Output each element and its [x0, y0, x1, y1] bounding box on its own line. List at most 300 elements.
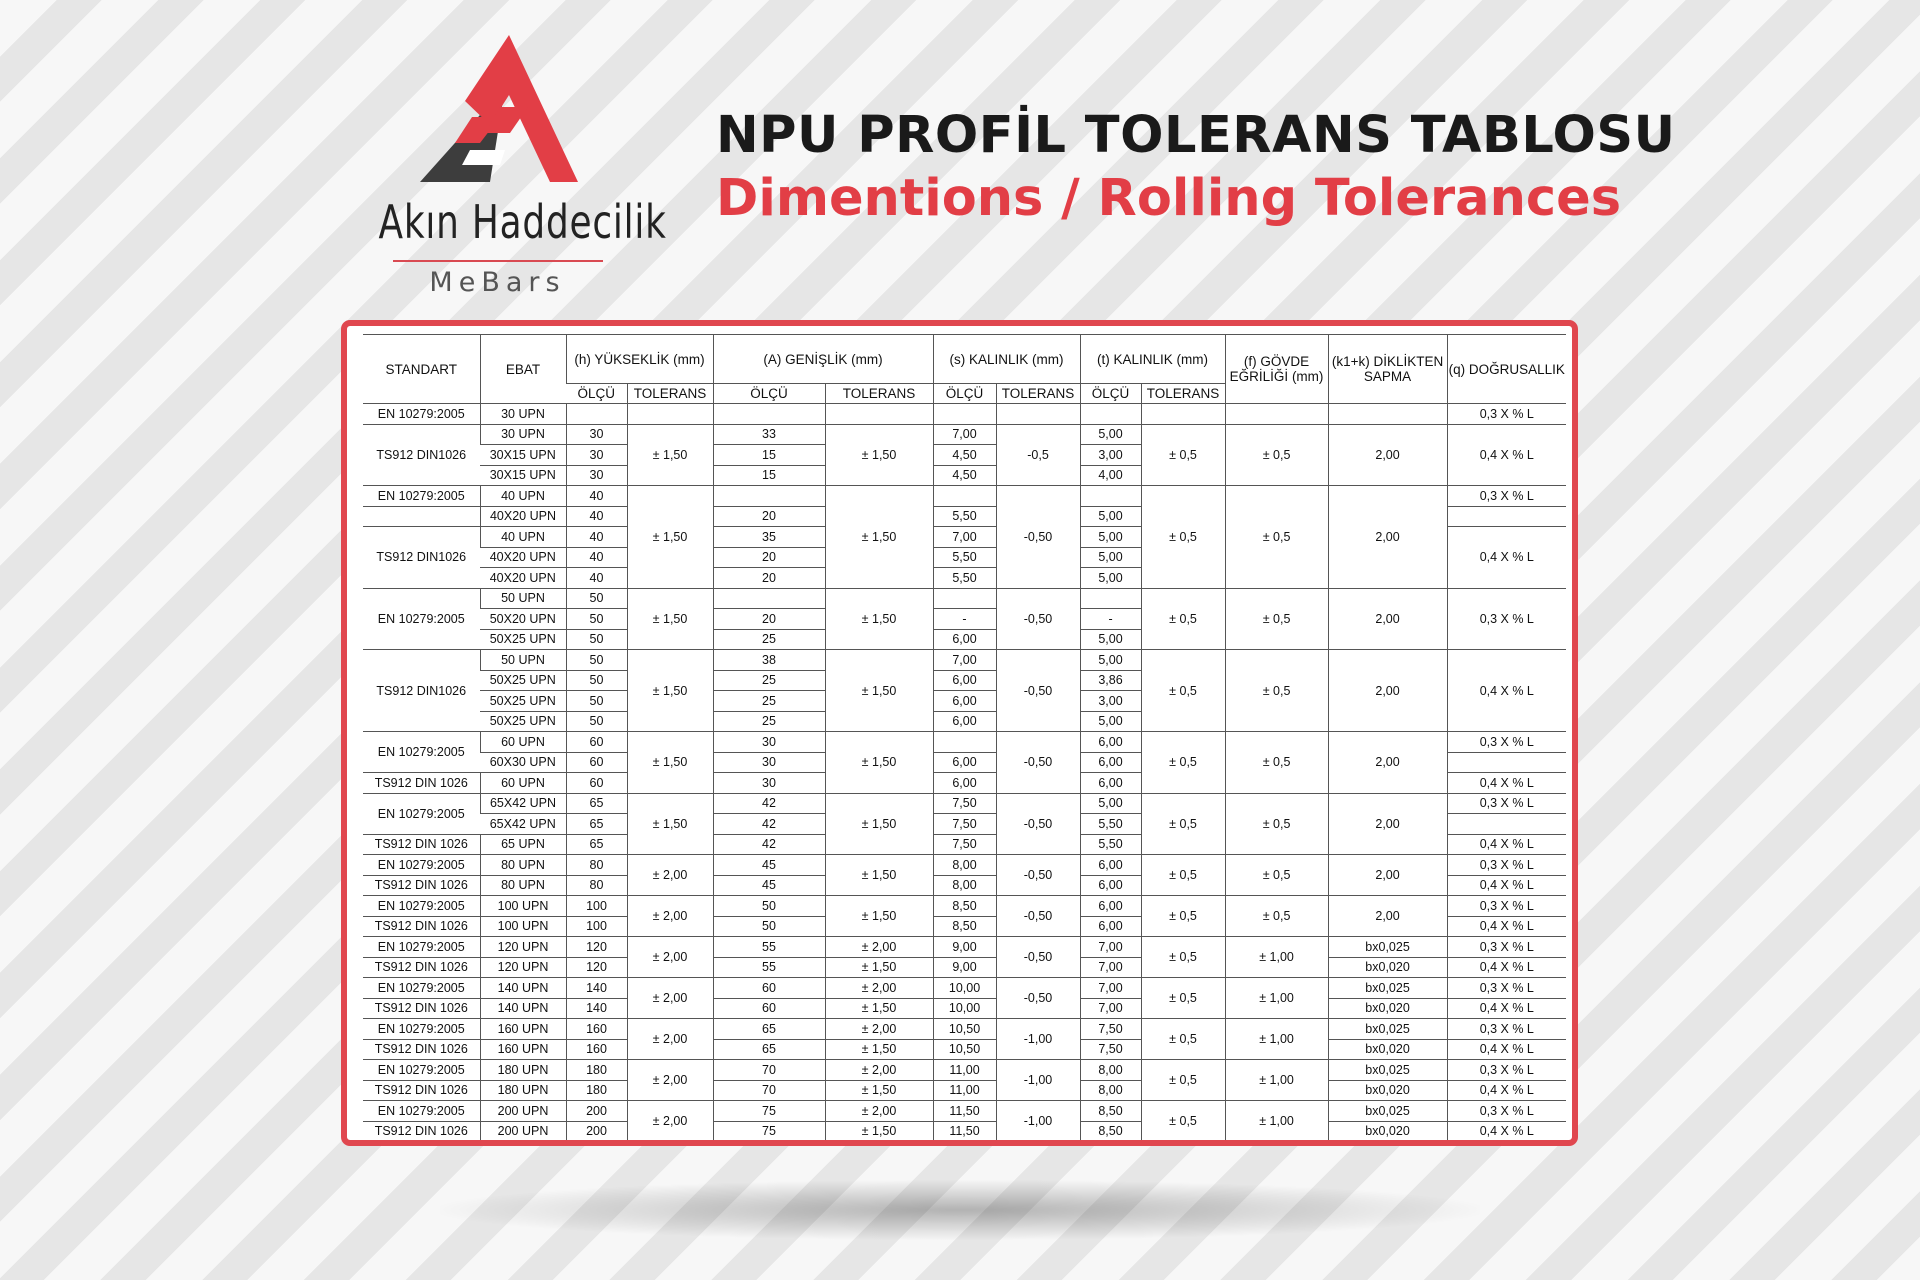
t-thickness-value-cell: 5,00	[1080, 527, 1141, 548]
web-curvature-cell: ± 1,00	[1225, 1101, 1328, 1142]
width-tolerance-cell: ± 2,00	[825, 978, 933, 999]
t-thickness-value-cell: 5,00	[1080, 793, 1141, 814]
t-thickness-value-cell: 4,00	[1080, 465, 1141, 486]
t-thickness-value-cell: 6,00	[1080, 896, 1141, 917]
web-curvature-cell: ± 1,00	[1225, 1019, 1328, 1060]
t-thickness-value-cell: 5,50	[1080, 834, 1141, 855]
height-value-cell: 120	[566, 937, 627, 958]
header-ebat: EBAT	[480, 335, 566, 404]
squareness-cell: bx0,025	[1328, 1019, 1447, 1040]
t-thickness-value-cell: 8,50	[1080, 1101, 1141, 1122]
straightness-cell: 0,3 X % L	[1447, 1101, 1566, 1122]
table-row	[363, 855, 1566, 876]
straightness-cell: 0,4 X % L	[1447, 1039, 1566, 1060]
standard-cell: TS912 DIN 1026	[363, 1039, 480, 1060]
brand-divider	[393, 260, 603, 262]
size-cell: 200 UPN	[480, 1101, 566, 1122]
t-thickness-value-cell: -	[1080, 609, 1141, 630]
t-thickness-tolerance-cell	[1141, 404, 1225, 425]
s-thickness-value-cell: 11,50	[933, 1121, 996, 1142]
height-tolerance-cell: ± 2,00	[627, 896, 713, 937]
s-thickness-tolerance-cell: -1,00	[996, 1019, 1080, 1060]
size-cell: 60X30 UPN	[480, 752, 566, 773]
s-thickness-tolerance-cell	[996, 404, 1080, 425]
s-thickness-value-cell: -	[933, 609, 996, 630]
height-value-cell: 120	[566, 957, 627, 978]
tolerance-table	[363, 334, 1566, 1142]
s-thickness-value-cell: 9,00	[933, 957, 996, 978]
height-value-cell: 100	[566, 896, 627, 917]
squareness-cell: bx0,020	[1328, 998, 1447, 1019]
width-tolerance-cell: ± 1,50	[825, 588, 933, 650]
height-value-cell: 65	[566, 814, 627, 835]
t-thickness-value-cell	[1080, 588, 1141, 609]
standard-cell: TS912 DIN1026	[363, 424, 480, 486]
s-thickness-tolerance-cell: -1,00	[996, 1060, 1080, 1101]
t-thickness-value-cell: 3,00	[1080, 445, 1141, 466]
header-tolerans: TOLERANS	[627, 384, 713, 404]
height-value-cell: 60	[566, 732, 627, 753]
width-value-cell: 60	[713, 998, 825, 1019]
s-thickness-value-cell: 9,00	[933, 937, 996, 958]
height-value-cell: 180	[566, 1080, 627, 1101]
width-value-cell: 25	[713, 629, 825, 650]
straightness-cell: 0,3 X % L	[1447, 588, 1566, 650]
size-cell: 120 UPN	[480, 957, 566, 978]
straightness-cell: 0,4 X % L	[1447, 650, 1566, 732]
height-tolerance-cell: ± 1,50	[627, 793, 713, 855]
header-height: (h) YÜKSEKLİK (mm)	[566, 335, 713, 384]
height-tolerance-cell: ± 1,50	[627, 588, 713, 650]
table-row	[363, 793, 1566, 814]
width-value-cell: 42	[713, 814, 825, 835]
standard-cell: EN 10279:2005	[363, 1019, 480, 1040]
t-thickness-value-cell: 5,00	[1080, 547, 1141, 568]
t-thickness-value-cell: 5,00	[1080, 568, 1141, 589]
standard-cell: EN 10279:2005	[363, 855, 480, 876]
table-row	[363, 404, 1566, 425]
standard-cell: TS912 DIN 1026	[363, 1121, 480, 1142]
standard-cell: TS912 DIN1026	[363, 650, 480, 732]
s-thickness-value-cell: 4,50	[933, 465, 996, 486]
size-cell: 140 UPN	[480, 978, 566, 999]
width-value-cell: 55	[713, 937, 825, 958]
page-subtitle: Dimentions / Rolling Tolerances	[716, 169, 1622, 228]
t-thickness-value-cell: 7,50	[1080, 1039, 1141, 1060]
t-thickness-value-cell: 6,00	[1080, 773, 1141, 794]
s-thickness-value-cell: 7,50	[933, 814, 996, 835]
straightness-cell: 0,3 X % L	[1447, 1060, 1566, 1081]
s-thickness-tolerance-cell: -0,5	[996, 424, 1080, 486]
height-value-cell: 100	[566, 916, 627, 937]
web-curvature-cell: ± 0,5	[1225, 486, 1328, 589]
height-value-cell: 30	[566, 424, 627, 445]
header-squareness: (k1+k) DİKLİKTEN SAPMA	[1328, 335, 1447, 404]
table-row	[363, 732, 1566, 753]
width-tolerance-cell: ± 1,50	[825, 732, 933, 794]
t-thickness-tolerance-cell: ± 0,5	[1141, 650, 1225, 732]
s-thickness-value-cell: 5,50	[933, 547, 996, 568]
s-thickness-value-cell: 11,00	[933, 1080, 996, 1101]
height-value-cell: 80	[566, 855, 627, 876]
height-value-cell: 140	[566, 978, 627, 999]
size-cell: 160 UPN	[480, 1019, 566, 1040]
t-thickness-value-cell: 5,00	[1080, 650, 1141, 671]
width-tolerance-cell: ± 1,50	[825, 1080, 933, 1101]
width-tolerance-cell: ± 2,00	[825, 1101, 933, 1122]
s-thickness-tolerance-cell: -0,50	[996, 486, 1080, 589]
size-cell: 40X20 UPN	[480, 547, 566, 568]
height-tolerance-cell: ± 1,50	[627, 650, 713, 732]
straightness-cell: 0,4 X % L	[1447, 916, 1566, 937]
width-tolerance-cell: ± 1,50	[825, 793, 933, 855]
header-tolerans: TOLERANS	[1141, 384, 1225, 404]
height-tolerance-cell: ± 2,00	[627, 1019, 713, 1060]
height-value-cell: 160	[566, 1019, 627, 1040]
height-tolerance-cell: ± 2,00	[627, 1101, 713, 1142]
brand-name: Akın Haddecilik	[378, 195, 667, 249]
size-cell: 60 UPN	[480, 732, 566, 753]
standard-cell: EN 10279:2005	[363, 937, 480, 958]
straightness-cell: 0,4 X % L	[1447, 998, 1566, 1019]
size-cell: 65 UPN	[480, 834, 566, 855]
height-value-cell: 200	[566, 1121, 627, 1142]
web-curvature-cell: ± 1,00	[1225, 1060, 1328, 1101]
width-value-cell: 38	[713, 650, 825, 671]
straightness-cell: 0,3 X % L	[1447, 1019, 1566, 1040]
header-olcu: ÖLÇÜ	[1080, 384, 1141, 404]
s-thickness-tolerance-cell: -0,50	[996, 896, 1080, 937]
t-thickness-value-cell	[1080, 404, 1141, 425]
straightness-cell: 0,4 X % L	[1447, 527, 1566, 589]
height-value-cell: 60	[566, 773, 627, 794]
table-row	[363, 1080, 1566, 1101]
web-curvature-cell: ± 0,5	[1225, 650, 1328, 732]
size-cell: 200 UPN	[480, 1121, 566, 1142]
size-cell: 50X20 UPN	[480, 609, 566, 630]
standard-cell: EN 10279:2005	[363, 588, 480, 650]
header-olcu: ÖLÇÜ	[713, 384, 825, 404]
table-row	[363, 650, 1566, 671]
width-tolerance-cell: ± 1,50	[825, 957, 933, 978]
standard-cell: TS912 DIN 1026	[363, 834, 480, 855]
header-tolerans: TOLERANS	[996, 384, 1080, 404]
height-value-cell: 65	[566, 793, 627, 814]
width-tolerance-cell: ± 1,50	[825, 424, 933, 486]
size-cell: 30 UPN	[480, 424, 566, 445]
squareness-cell: bx0,025	[1328, 1101, 1447, 1122]
width-value-cell: 35	[713, 527, 825, 548]
squareness-cell: bx0,020	[1328, 957, 1447, 978]
s-thickness-value-cell: 5,50	[933, 506, 996, 527]
s-thickness-tolerance-cell: -0,50	[996, 855, 1080, 896]
width-tolerance-cell: ± 1,50	[825, 650, 933, 732]
height-tolerance-cell: ± 1,50	[627, 486, 713, 589]
s-thickness-value-cell: 7,50	[933, 834, 996, 855]
table-row	[363, 1121, 1566, 1142]
width-value-cell: 45	[713, 855, 825, 876]
web-curvature-cell: ± 1,00	[1225, 937, 1328, 978]
s-thickness-value-cell: 10,50	[933, 1019, 996, 1040]
squareness-cell: bx0,020	[1328, 1080, 1447, 1101]
width-value-cell: 33	[713, 424, 825, 445]
squareness-cell: bx0,025	[1328, 1060, 1447, 1081]
t-thickness-value-cell: 8,50	[1080, 1121, 1141, 1142]
standard-cell: EN 10279:2005	[363, 1101, 480, 1122]
squareness-cell: 2,00	[1328, 588, 1447, 650]
height-value-cell: 30	[566, 465, 627, 486]
width-tolerance-cell: ± 1,50	[825, 896, 933, 937]
size-cell: 60 UPN	[480, 773, 566, 794]
standard-cell: TS912 DIN 1026	[363, 957, 480, 978]
table-row	[363, 1019, 1566, 1040]
s-thickness-value-cell: 11,00	[933, 1060, 996, 1081]
width-tolerance-cell: ± 1,50	[825, 855, 933, 896]
header-standart: STANDART	[363, 335, 480, 404]
s-thickness-value-cell: 7,00	[933, 650, 996, 671]
width-tolerance-cell: ± 2,00	[825, 937, 933, 958]
width-value-cell: 60	[713, 978, 825, 999]
straightness-cell: 0,4 X % L	[1447, 1080, 1566, 1101]
width-value-cell: 30	[713, 732, 825, 753]
table-row	[363, 1060, 1566, 1081]
size-cell: 50X25 UPN	[480, 711, 566, 732]
standard-cell: TS912 DIN 1026	[363, 875, 480, 896]
width-value-cell: 20	[713, 568, 825, 589]
straightness-cell: 0,4 X % L	[1447, 834, 1566, 855]
size-cell: 80 UPN	[480, 875, 566, 896]
width-value-cell: 65	[713, 1019, 825, 1040]
width-value-cell	[713, 588, 825, 609]
squareness-cell: 2,00	[1328, 650, 1447, 732]
size-cell: 160 UPN	[480, 1039, 566, 1060]
s-thickness-value-cell	[933, 588, 996, 609]
header-width: (A) GENİŞLİK (mm)	[713, 335, 933, 384]
t-thickness-value-cell: 6,00	[1080, 916, 1141, 937]
table-row	[363, 957, 1566, 978]
standard-cell: EN 10279:2005	[363, 978, 480, 999]
height-tolerance-cell: ± 2,00	[627, 855, 713, 896]
height-value-cell: 40	[566, 568, 627, 589]
table-row	[363, 588, 1566, 609]
standard-cell: TS912 DIN 1026	[363, 773, 480, 794]
width-value-cell	[713, 486, 825, 507]
web-curvature-cell: ± 0,5	[1225, 588, 1328, 650]
width-value-cell: 50	[713, 916, 825, 937]
squareness-cell: bx0,020	[1328, 1121, 1447, 1142]
standard-cell: EN 10279:2005	[363, 732, 480, 773]
web-curvature-cell: ± 0,5	[1225, 896, 1328, 937]
width-tolerance-cell: ± 2,00	[825, 1060, 933, 1081]
straightness-cell: 0,4 X % L	[1447, 957, 1566, 978]
t-thickness-value-cell: 3,00	[1080, 691, 1141, 712]
s-thickness-value-cell: 10,00	[933, 998, 996, 1019]
t-thickness-tolerance-cell: ± 0,5	[1141, 793, 1225, 855]
width-tolerance-cell: ± 1,50	[825, 486, 933, 589]
standard-cell: EN 10279:2005	[363, 404, 480, 425]
table-row	[363, 486, 1566, 507]
size-cell: 50X25 UPN	[480, 691, 566, 712]
height-value-cell: 40	[566, 547, 627, 568]
straightness-cell: 0,3 X % L	[1447, 896, 1566, 917]
straightness-cell	[1447, 752, 1566, 773]
s-thickness-tolerance-cell: -1,00	[996, 1101, 1080, 1142]
web-curvature-cell: ± 0,5	[1225, 732, 1328, 794]
web-curvature-cell: ± 0,5	[1225, 424, 1328, 486]
table-row	[363, 424, 1566, 445]
height-tolerance-cell: ± 1,50	[627, 732, 713, 794]
s-thickness-tolerance-cell: -0,50	[996, 732, 1080, 794]
size-cell: 100 UPN	[480, 896, 566, 917]
standard-cell: TS912 DIN1026	[363, 527, 480, 589]
s-thickness-value-cell: 10,50	[933, 1039, 996, 1060]
t-thickness-value-cell: 5,00	[1080, 711, 1141, 732]
straightness-cell: 0,3 X % L	[1447, 978, 1566, 999]
s-thickness-value-cell: 6,00	[933, 670, 996, 691]
width-value-cell: 65	[713, 1039, 825, 1060]
size-cell: 100 UPN	[480, 916, 566, 937]
s-thickness-tolerance-cell: -0,50	[996, 588, 1080, 650]
header-straightness: (q) DOĞRUSALLIK	[1447, 335, 1566, 404]
s-thickness-value-cell: 7,00	[933, 424, 996, 445]
height-value-cell: 40	[566, 527, 627, 548]
table-row	[363, 1039, 1566, 1060]
t-thickness-tolerance-cell: ± 0,5	[1141, 486, 1225, 589]
s-thickness-value-cell: 5,50	[933, 568, 996, 589]
width-tolerance-cell: ± 1,50	[825, 1121, 933, 1142]
standard-cell: EN 10279:2005	[363, 486, 480, 507]
s-thickness-tolerance-cell: -0,50	[996, 978, 1080, 1019]
straightness-cell: 0,4 X % L	[1447, 875, 1566, 896]
t-thickness-tolerance-cell: ± 0,5	[1141, 424, 1225, 486]
size-cell: 30 UPN	[480, 404, 566, 425]
t-thickness-value-cell: 5,00	[1080, 506, 1141, 527]
straightness-cell: 0,3 X % L	[1447, 937, 1566, 958]
s-thickness-value-cell	[933, 404, 996, 425]
squareness-cell: 2,00	[1328, 793, 1447, 855]
s-thickness-value-cell: 6,00	[933, 629, 996, 650]
brand-subtitle: MeBars	[429, 267, 566, 298]
standard-cell: TS912 DIN 1026	[363, 1080, 480, 1101]
s-thickness-value-cell: 11,50	[933, 1101, 996, 1122]
size-cell: 30X15 UPN	[480, 445, 566, 466]
s-thickness-value-cell: 7,50	[933, 793, 996, 814]
header-olcu: ÖLÇÜ	[933, 384, 996, 404]
s-thickness-value-cell: 8,00	[933, 875, 996, 896]
size-cell: 50 UPN	[480, 588, 566, 609]
t-thickness-tolerance-cell: ± 0,5	[1141, 937, 1225, 978]
t-thickness-value-cell: 6,00	[1080, 752, 1141, 773]
width-value-cell: 42	[713, 834, 825, 855]
size-cell: 140 UPN	[480, 998, 566, 1019]
title-block	[716, 106, 1676, 228]
header-web-curvature: (f) GÖVDE EĞRİLİĞİ (mm)	[1225, 335, 1328, 404]
size-cell: 120 UPN	[480, 937, 566, 958]
t-thickness-value-cell: 6,00	[1080, 855, 1141, 876]
t-thickness-value-cell: 7,00	[1080, 998, 1141, 1019]
width-value-cell: 25	[713, 711, 825, 732]
floor-shadow	[440, 1180, 1480, 1240]
s-thickness-tolerance-cell: -0,50	[996, 793, 1080, 855]
s-thickness-value-cell: 6,00	[933, 711, 996, 732]
width-value-cell: 55	[713, 957, 825, 978]
height-value-cell: 50	[566, 691, 627, 712]
straightness-cell: 0,3 X % L	[1447, 486, 1566, 507]
width-value-cell: 75	[713, 1101, 825, 1122]
web-curvature-cell: ± 0,5	[1225, 855, 1328, 896]
width-value-cell: 15	[713, 465, 825, 486]
squareness-cell: 2,00	[1328, 424, 1447, 486]
s-thickness-value-cell: 4,50	[933, 445, 996, 466]
t-thickness-value-cell: 5,50	[1080, 814, 1141, 835]
squareness-cell: bx0,025	[1328, 937, 1447, 958]
straightness-cell: 0,3 X % L	[1447, 732, 1566, 753]
t-thickness-tolerance-cell: ± 0,5	[1141, 896, 1225, 937]
height-value-cell: 160	[566, 1039, 627, 1060]
height-value-cell: 40	[566, 506, 627, 527]
t-thickness-tolerance-cell: ± 0,5	[1141, 1101, 1225, 1142]
t-thickness-tolerance-cell: ± 0,5	[1141, 1019, 1225, 1060]
height-value-cell: 50	[566, 670, 627, 691]
size-cell: 180 UPN	[480, 1080, 566, 1101]
s-thickness-value-cell: 6,00	[933, 752, 996, 773]
t-thickness-value-cell: 6,00	[1080, 732, 1141, 753]
height-value-cell: 40	[566, 486, 627, 507]
width-value-cell: 20	[713, 547, 825, 568]
size-cell: 80 UPN	[480, 855, 566, 876]
height-value-cell: 140	[566, 998, 627, 1019]
t-thickness-value-cell: 7,50	[1080, 1019, 1141, 1040]
t-thickness-value-cell: 5,00	[1080, 629, 1141, 650]
size-cell: 50X25 UPN	[480, 629, 566, 650]
t-thickness-tolerance-cell: ± 0,5	[1141, 732, 1225, 794]
standard-cell: TS912 DIN 1026	[363, 916, 480, 937]
height-value-cell: 50	[566, 711, 627, 732]
s-thickness-value-cell: 8,00	[933, 855, 996, 876]
width-tolerance-cell: ± 1,50	[825, 998, 933, 1019]
height-value-cell: 180	[566, 1060, 627, 1081]
header-t-thickness: (t) KALINLIK (mm)	[1080, 335, 1225, 384]
s-thickness-value-cell: 7,00	[933, 527, 996, 548]
t-thickness-tolerance-cell: ± 0,5	[1141, 1060, 1225, 1101]
size-cell: 40 UPN	[480, 486, 566, 507]
width-value-cell: 70	[713, 1060, 825, 1081]
width-tolerance-cell	[825, 404, 933, 425]
table-row	[363, 1101, 1566, 1122]
width-value-cell: 50	[713, 896, 825, 917]
s-thickness-tolerance-cell: -0,50	[996, 650, 1080, 732]
t-thickness-value-cell: 5,00	[1080, 424, 1141, 445]
web-curvature-cell: ± 0,5	[1225, 793, 1328, 855]
s-thickness-value-cell: 6,00	[933, 773, 996, 794]
height-value-cell: 65	[566, 834, 627, 855]
squareness-cell: 2,00	[1328, 855, 1447, 896]
t-thickness-tolerance-cell: ± 0,5	[1141, 978, 1225, 1019]
brand-logo	[345, 35, 667, 300]
width-tolerance-cell: ± 1,50	[825, 1039, 933, 1060]
brand-logo-mark	[410, 35, 590, 185]
size-cell: 30X15 UPN	[480, 465, 566, 486]
standard-cell: EN 10279:2005	[363, 793, 480, 834]
s-thickness-value-cell: 8,50	[933, 916, 996, 937]
height-value-cell: 80	[566, 875, 627, 896]
height-value-cell: 200	[566, 1101, 627, 1122]
squareness-cell	[1328, 404, 1447, 425]
squareness-cell: bx0,020	[1328, 1039, 1447, 1060]
size-cell: 50 UPN	[480, 650, 566, 671]
t-thickness-value-cell: 8,00	[1080, 1080, 1141, 1101]
straightness-cell	[1447, 506, 1566, 527]
